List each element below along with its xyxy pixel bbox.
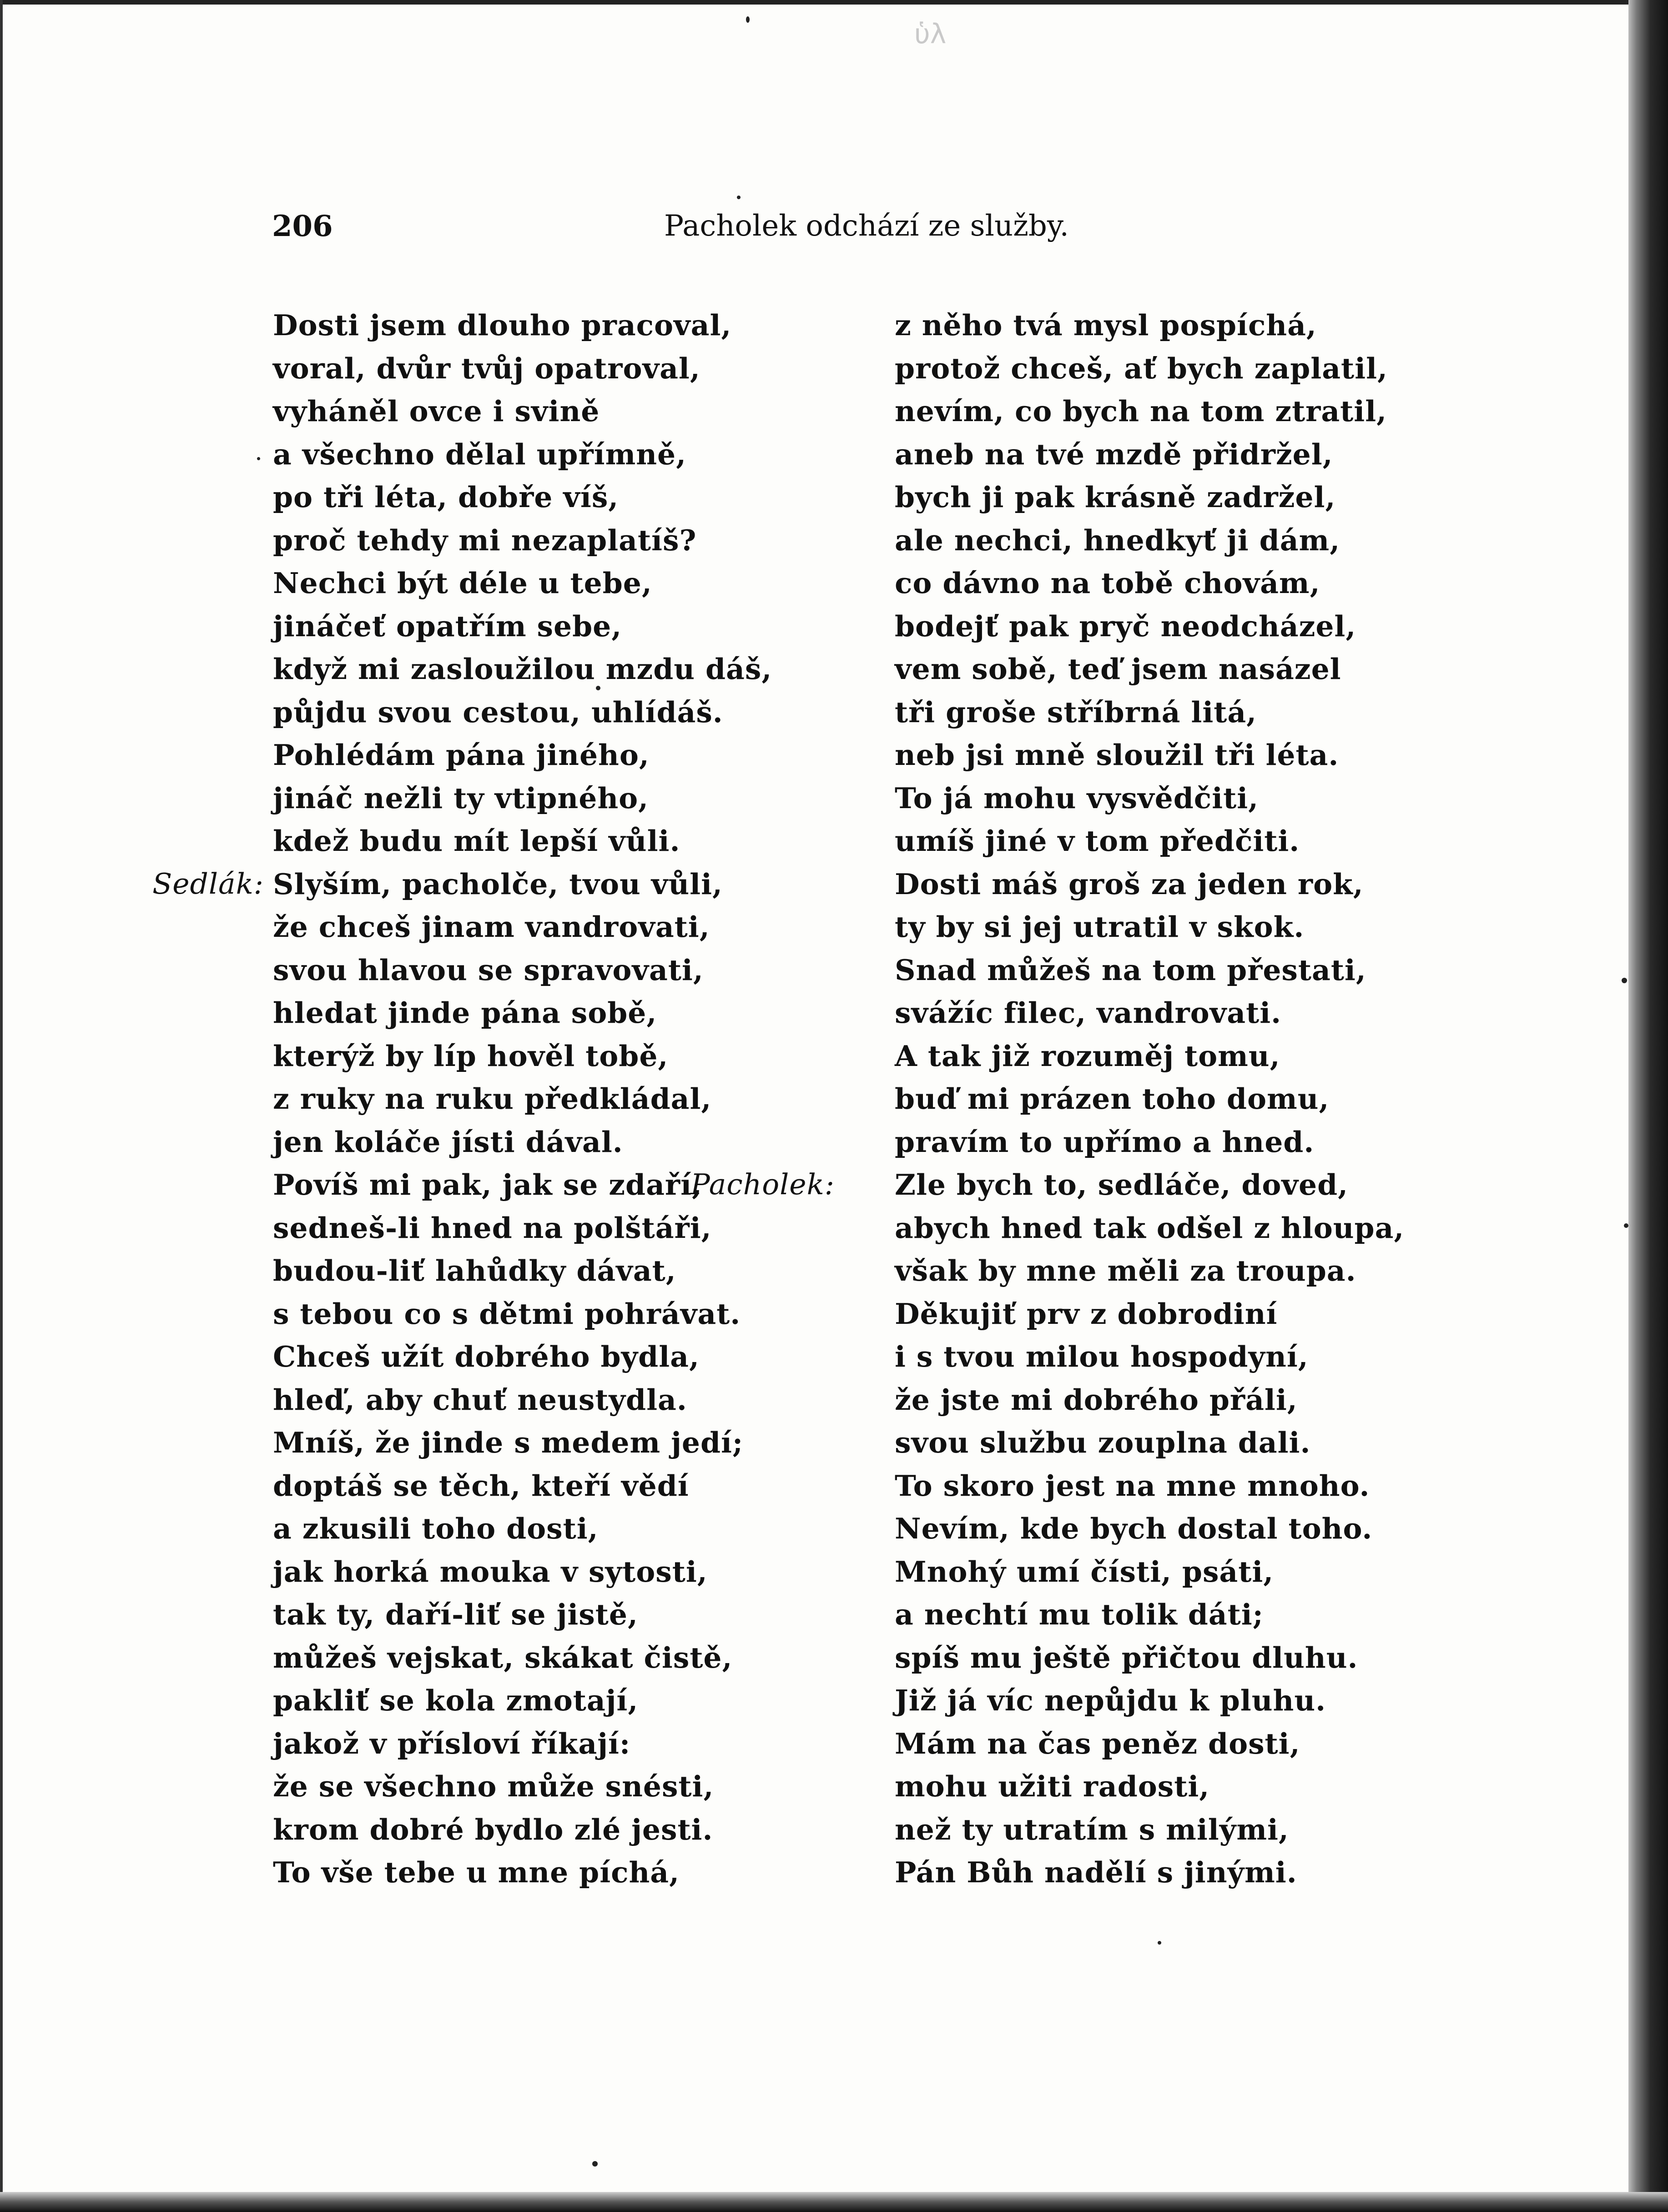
ink-speck — [1158, 1941, 1161, 1945]
verse-text: jak horká mouka v sytosti, — [273, 1554, 708, 1589]
verse-line — [690, 1163, 1481, 1207]
verse-text: spíš mu ještě přičtou dluhu. — [895, 1640, 1358, 1674]
verse-text: Mám na čas peněz dosti, — [895, 1726, 1300, 1760]
verse-text: kterýž by líp hověl tobě, — [273, 1039, 669, 1073]
verse-text: voral, dvůr tvůj opatroval, — [273, 351, 700, 385]
verse-text: Děkujiť prv z dobrodiní — [895, 1297, 1278, 1331]
verse-line — [844, 648, 1481, 691]
verse-line — [273, 905, 864, 949]
verse-text: jakož v přísloví říkají: — [273, 1726, 631, 1760]
verse-text: svou službu zouplna dali. — [895, 1426, 1311, 1459]
verse-line — [844, 1378, 1481, 1422]
verse-line — [273, 476, 864, 519]
verse-text: po tři léta, dobře víš, — [273, 480, 619, 514]
verse-line — [273, 1121, 864, 1164]
verse-line — [844, 605, 1481, 648]
verse-text: z něho tvá mysl pospíchá, — [895, 308, 1317, 342]
verse-line — [152, 863, 864, 906]
verse-line — [273, 1550, 864, 1594]
verse-line — [844, 304, 1481, 347]
verse-line — [844, 390, 1481, 433]
verse-line — [273, 1335, 864, 1378]
verse-line — [273, 1679, 864, 1722]
verse-text: co dávno na tobě chovám, — [895, 566, 1320, 600]
verse-text: abych hned tak odšel z hloupa, — [895, 1211, 1405, 1245]
verse-text: jináč nežli ty vtipného, — [273, 781, 649, 815]
scan-left-border — [0, 0, 3, 2192]
margin-scribble: ὑλ — [914, 18, 947, 50]
verse-text: proč tehdy mi nezaplatíš? — [273, 523, 697, 557]
verse-line — [273, 1593, 864, 1636]
verse-text: Dosti máš groš za jeden rok, — [895, 867, 1364, 901]
speaker-label: Sedlák: — [152, 867, 264, 900]
verse-line — [844, 1077, 1481, 1121]
verse-line — [273, 777, 864, 820]
verse-line — [273, 1077, 864, 1121]
verse-line — [273, 1035, 864, 1078]
verse-text: že se všechno může snésti, — [273, 1770, 714, 1803]
verse-line — [273, 1207, 864, 1250]
verse-line — [844, 1636, 1481, 1679]
ink-speck — [1622, 978, 1627, 983]
verse-line — [844, 905, 1481, 949]
ink-speck — [1624, 1223, 1628, 1228]
verse-line — [844, 1550, 1481, 1594]
verse-text: s tebou co s dětmi pohrávat. — [273, 1297, 741, 1331]
verse-text: A tak již rozuměj tomu, — [895, 1039, 1280, 1073]
verse-line — [844, 519, 1481, 562]
ink-speck — [737, 196, 741, 199]
running-title: Pacholek odchází ze služby. — [664, 209, 1069, 243]
verse-line — [844, 1121, 1481, 1164]
verse-text: tak ty, daří-liť se jistě, — [273, 1598, 638, 1631]
verse-line — [273, 1808, 864, 1851]
verse-line — [844, 476, 1481, 519]
verse-text: že jste mi dobrého přáli, — [895, 1382, 1298, 1417]
verse-text: vem sobě, teď jsem nasázel — [895, 652, 1341, 686]
verse-text: mohu užiti radosti, — [895, 1770, 1210, 1803]
verse-text: tři groše stříbrná litá, — [895, 695, 1257, 729]
verse-line — [844, 1808, 1481, 1851]
verse-text: neb jsi mně sloužil tři léta. — [895, 738, 1339, 772]
verse-line — [844, 1507, 1481, 1550]
running-header — [0, 209, 1628, 250]
verse-line — [273, 1507, 864, 1550]
verse-text: Mníš, že jinde s medem jedí; — [273, 1426, 744, 1459]
verse-text: můžeš vejskat, skákat čistě, — [273, 1640, 733, 1674]
verse-text: i s tvou milou hospodyní, — [895, 1340, 1309, 1373]
verse-line — [844, 819, 1481, 863]
verse-line — [844, 1249, 1481, 1292]
verse-text: Dosti jsem dlouho pracoval, — [273, 308, 732, 342]
speaker-label: Pacholek: — [690, 1168, 835, 1201]
verse-text: a všechno dělal upřímně, — [273, 437, 687, 471]
verse-line — [273, 1851, 864, 1894]
verse-text: Nechci být déle u tebe, — [273, 566, 652, 600]
verse-text: aneb na tvé mzdě přidržel, — [895, 437, 1333, 471]
verse-line — [273, 605, 864, 648]
verse-line — [844, 1035, 1481, 1078]
verse-line — [273, 562, 864, 605]
verse-text: doptáš se těch, kteří vědí — [273, 1468, 689, 1503]
verse-line — [844, 691, 1481, 734]
verse-line — [273, 991, 864, 1035]
verse-text: a zkusili toho dosti, — [273, 1512, 599, 1545]
verse-text: vyháněl ovce i svině — [273, 394, 600, 428]
verse-text: kdež budu mít lepší vůli. — [273, 824, 680, 858]
verse-line — [273, 1421, 864, 1464]
verse-text: buď mi prázen toho domu, — [895, 1082, 1330, 1116]
verse-line — [273, 1464, 864, 1508]
verse-text: Pohlédám pána jiného, — [273, 738, 650, 772]
verse-line — [844, 777, 1481, 820]
verse-text: krom dobré bydlo zlé jesti. — [273, 1812, 713, 1846]
verse-text: půjdu svou cestou, uhlídáš. — [273, 695, 723, 729]
verse-text: z ruky na ruku předkládal, — [273, 1082, 712, 1116]
scan-top-border — [0, 0, 1628, 5]
verse-text: Slyším, pacholče, tvou vůli, — [273, 867, 723, 901]
scan-right-edge — [1628, 0, 1668, 2212]
verse-text: hledat jinde pána sobě, — [273, 996, 657, 1030]
verse-line — [844, 949, 1481, 992]
verse-text: a nechtí mu tolik dáti; — [895, 1598, 1264, 1631]
page-number: 206 — [272, 209, 333, 243]
verse-text: Zle bych to, sedláče, doved, — [895, 1168, 1349, 1202]
verse-line — [844, 347, 1481, 390]
verse-text: svážíc filec, vandrovati. — [895, 996, 1282, 1030]
verse-text: Povíš mi pak, jak se zdaří, — [273, 1168, 702, 1202]
verse-text: pravím to upřímo a hned. — [895, 1125, 1315, 1159]
verse-line — [844, 1464, 1481, 1508]
verse-line — [844, 1421, 1481, 1464]
verse-line — [273, 347, 864, 390]
ink-speck — [257, 457, 260, 460]
verse-line — [844, 1292, 1481, 1336]
verse-text: však by mne měli za troupa. — [895, 1254, 1356, 1287]
verse-text: sedneš-li hned na polštáři, — [273, 1211, 712, 1245]
verse-text: nevím, co bych na tom ztratil, — [895, 394, 1387, 428]
verse-line — [273, 1378, 864, 1422]
verse-line — [844, 1335, 1481, 1378]
verse-line — [844, 433, 1481, 476]
verse-text: protož chceš, ať bych zaplatil, — [895, 351, 1388, 385]
verse-text: Pán Bůh nadělí s jinými. — [895, 1855, 1297, 1889]
verse-line — [273, 1249, 864, 1292]
left-verse-column — [152, 304, 864, 1894]
verse-text: ale nechci, hnedkyť ji dám, — [895, 523, 1340, 557]
verse-text: ty by si jej utratil v skok. — [895, 910, 1305, 944]
verse-line — [844, 863, 1481, 906]
verse-text: pakliť se kola zmotají, — [273, 1684, 639, 1717]
verse-line — [844, 562, 1481, 605]
verse-line — [844, 1679, 1481, 1722]
verse-text: hleď, aby chuť neustydla. — [273, 1382, 687, 1417]
verse-line — [844, 734, 1481, 777]
verse-text: bych ji pak krásně zadržel, — [895, 480, 1336, 514]
verse-text: To já mohu vysvědčiti, — [895, 781, 1259, 815]
verse-text: umíš jiné v tom předčiti. — [895, 824, 1300, 858]
verse-line — [844, 1722, 1481, 1765]
verse-line — [273, 304, 864, 347]
verse-line — [844, 1207, 1481, 1250]
verse-text: že chceš jinam vandrovati, — [273, 910, 710, 944]
verse-line — [273, 691, 864, 734]
verse-line — [273, 519, 864, 562]
verse-line — [273, 1765, 864, 1808]
verse-text: bodejť pak pryč neodcházel, — [895, 609, 1356, 643]
verse-text: To skoro jest na mne mnoho. — [895, 1468, 1370, 1503]
verse-line — [844, 1593, 1481, 1636]
ink-speck — [746, 16, 750, 23]
scan-bottom-edge — [0, 2192, 1668, 2212]
verse-text: jináčeť opatřím sebe, — [273, 609, 622, 643]
verse-text: když mi zasloužilou mzdu dáš, — [273, 652, 772, 686]
ink-speck — [592, 2161, 598, 2167]
verse-text: jen koláče jísti dával. — [273, 1125, 623, 1159]
verse-line — [273, 819, 864, 863]
verse-text: Již já víc nepůjdu k pluhu. — [895, 1684, 1326, 1717]
verse-line — [273, 1636, 864, 1679]
verse-text: Mnohý umí čísti, psáti, — [895, 1554, 1274, 1589]
verse-text: Nevím, kde bych dostal toho. — [895, 1512, 1373, 1545]
verse-line — [273, 390, 864, 433]
ink-speck — [596, 686, 600, 690]
verse-line — [273, 433, 864, 476]
right-verse-column — [690, 304, 1481, 1894]
verse-text: budou-liť lahůdky dávat, — [273, 1254, 676, 1287]
verse-text: Chceš užít dobrého bydla, — [273, 1340, 700, 1373]
verse-line — [273, 648, 864, 691]
verse-line — [273, 734, 864, 777]
verse-text: To vše tebe u mne píchá, — [273, 1855, 680, 1889]
verse-text: Snad můžeš na tom přestati, — [895, 953, 1366, 987]
verse-text: než ty utratím s milými, — [895, 1812, 1289, 1846]
verse-line — [844, 991, 1481, 1035]
verse-line — [844, 1765, 1481, 1808]
verse-line — [273, 949, 864, 992]
verse-text: svou hlavou se spravovati, — [273, 953, 704, 987]
verse-line — [844, 1851, 1481, 1894]
verse-line — [273, 1292, 864, 1336]
verse-line — [273, 1722, 864, 1765]
